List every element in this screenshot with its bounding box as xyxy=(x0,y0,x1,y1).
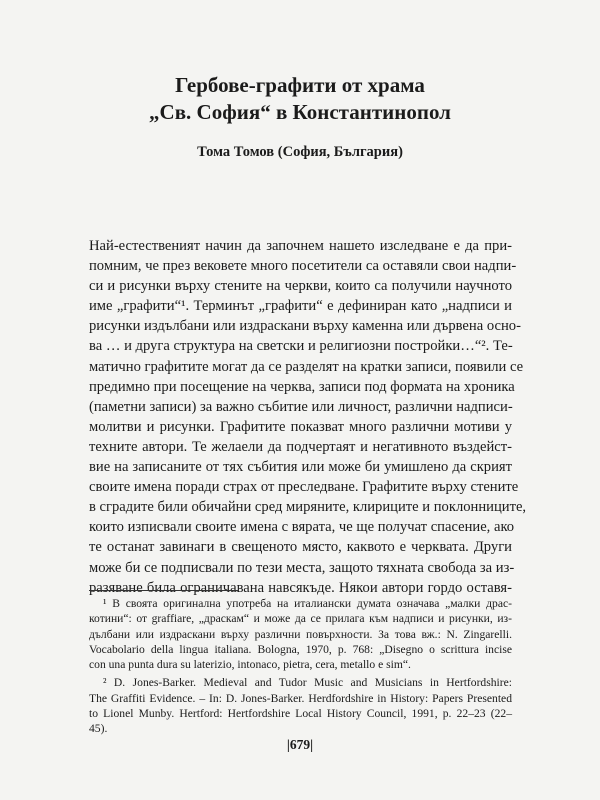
body-line: вие на записаните от тях събития или може би умишлено да скрият xyxy=(89,459,512,476)
body-line: Най-естественият начин да започнем нашето изследване е да при- xyxy=(89,238,512,254)
body-line: ва … и друга структура на светски и религиозни постройки…“². Те- xyxy=(89,338,513,355)
body-line: помним, че през вековете много посетители са оставяли свои надпи- xyxy=(89,258,517,275)
body-line: молитви и рисунки. Графитите показват много различни мотиви у xyxy=(89,418,512,435)
body-line: (паметни записи) за важно събитие или личност, различни надписи- xyxy=(89,398,513,415)
footnote-line: 45). xyxy=(89,722,108,736)
page-number: |679| xyxy=(286,737,314,752)
footnote-line: con una punta dura su laterizio, intonaco, pietra, cera, metallo e sim“. xyxy=(89,658,411,672)
body-line: своите имена поради страх от преследване. Графитите върху стените xyxy=(89,479,519,496)
footnote-line: ¹ В своята оригинална употреба на италиански думата означава „малки драс- xyxy=(103,597,512,610)
body-line: може би се подписвали по тези места, защото тяхната свобода за из- xyxy=(89,559,515,576)
footnote-line: котини“: от graffiare, „драскам“ и може да се прилага към надписи и рисунки, из- xyxy=(89,612,512,626)
footnote-2 xyxy=(89,675,512,736)
title-line-1: Гербове-графити от храма xyxy=(175,73,425,97)
footnote-line: ² D. Jones-Barker. Medieval and Tudor Music and Musicians in Hertfordshire: xyxy=(103,676,512,690)
body-line: в сградите били обичайни сред миряните, клириците и поклонниците, xyxy=(89,499,527,516)
footnote-separator xyxy=(89,590,239,591)
body-line: си и рисунки върху стените на черкви, които са получили научното xyxy=(89,278,512,295)
footnote-line: Vocabolario della lingua italiana. Bologna, 1970, p. 768: „Disegno o scrittura incise xyxy=(89,642,512,656)
body-line: които изписвали своите имена с вярата, че ще получат спасение, ако xyxy=(89,519,515,536)
body-line: име „графити“¹. Терминът „графити“ е дефиниран като „надписи и xyxy=(89,298,512,315)
body-line: техните автори. Те желаели да подчертаят и негативното въздейст- xyxy=(89,438,512,455)
body-text xyxy=(89,236,527,598)
footnote-line: дълбани или издраскани върху различни повърхности. За това вж.: N. Zingarelli. xyxy=(89,627,512,641)
article-title xyxy=(60,72,540,126)
footnote-line: to Lionel Munby. Hertford: Hertfordshire Local History Council, 1991, p. 22–23 (22– xyxy=(89,707,512,721)
title-line-2: „Св. София“ в Константинопол xyxy=(149,100,451,124)
body-line: разяване била ограничавана навсякъде. Някои автори гордо оставя- xyxy=(89,579,512,596)
body-line: предимно при посещение на черква, записи под формата на хроника xyxy=(89,378,515,395)
footnote-line: The Graffiti Evidence. – In: D. Jones-Barker. Herdfordshire in History: Papers Presented xyxy=(89,691,512,705)
body-line: те останат завинаги в свещеното място, каквото е черквата. Други xyxy=(89,539,512,556)
author-line: Тома Томов (София, България) xyxy=(197,144,403,160)
body-line: рисунки издълбани или издраскани върху каменна или дървена осно- xyxy=(89,318,521,335)
body-line: матично графитите могат да се разделят на кратки записи, появили се xyxy=(89,358,524,375)
footnotes xyxy=(89,596,512,737)
footnote-1 xyxy=(89,596,512,672)
